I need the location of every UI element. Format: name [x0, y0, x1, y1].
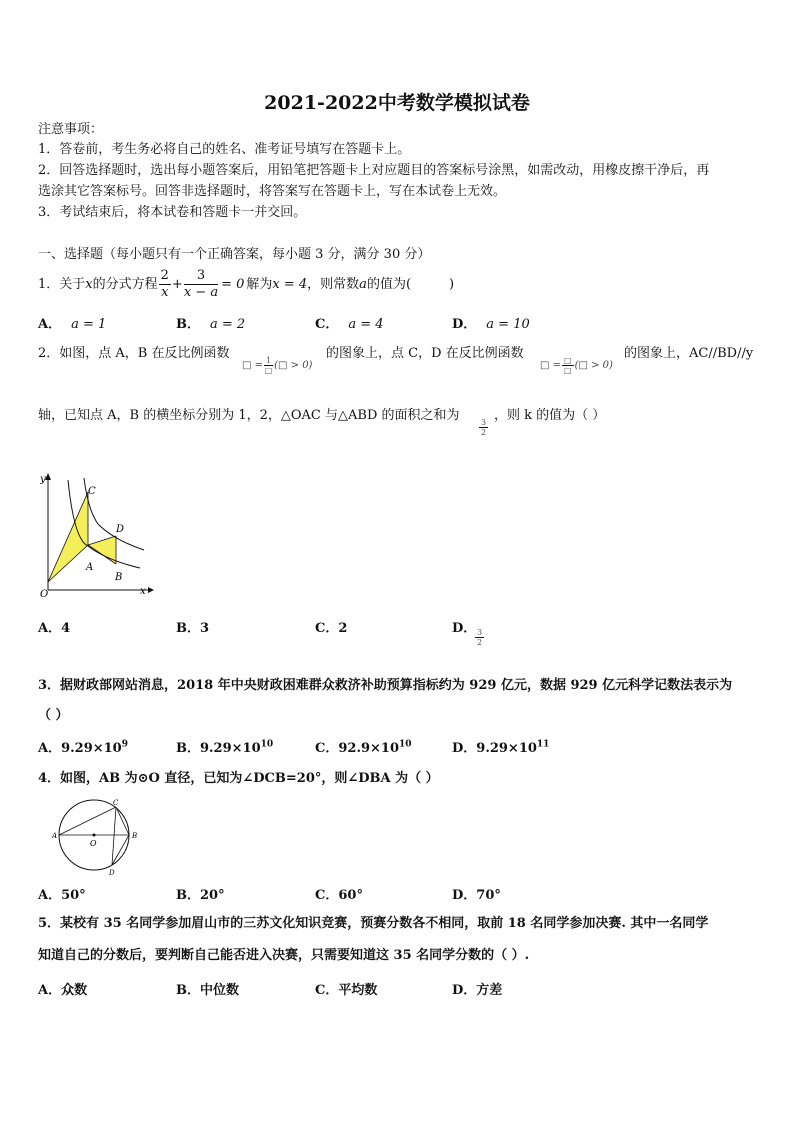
q2-option-b: B．3 — [176, 621, 210, 636]
q5-option-a: A．众数 — [38, 983, 88, 998]
q5-option-b: B．中位数 — [176, 983, 239, 998]
option-text: D．9.29×10 — [452, 741, 537, 756]
option-letter: D． — [452, 317, 477, 332]
option-text: B．9.29×10 — [176, 741, 261, 756]
q1-plus: + — [171, 277, 183, 292]
option-exponent: 10 — [260, 739, 274, 750]
chord-ac — [59, 807, 116, 835]
q4-option-c: C．60° — [315, 888, 363, 903]
y-axis-arrow — [45, 473, 51, 480]
notice-item-2: 2．回答选择题时，选出每小题答案后，用铅笔把答题卡上对应题目的答案标号涂黑，如需改动，用橡皮擦干净后，再 — [38, 163, 710, 178]
q1-var-a: a — [359, 277, 367, 292]
x-axis-arrow — [148, 587, 154, 593]
option-letter: C． — [315, 317, 339, 332]
label-o: O — [40, 589, 49, 600]
q2-option-c: C．2 — [315, 621, 348, 636]
q2-func1-lhs: □ = — [242, 360, 264, 371]
option-letter: A． — [38, 317, 62, 332]
q2-func1-num: 1 — [266, 356, 272, 365]
q1-frac2-num: 3 — [184, 268, 218, 285]
q2-line-2: 轴，已知点 A，B 的横坐标分别为 1，2，△OAC 与△ABD 的面积之和为 — [38, 408, 460, 423]
notice-item-2-cont: 选涂其它答案标号。回答非选择题时，将答案写在答题卡上，写在本试卷上无效。 — [38, 184, 507, 199]
q1-equals: = 0 — [221, 277, 245, 292]
notice-item-1: 1．答卷前，考生务必将自己的姓名、准考证号填写在答题卡上。 — [38, 142, 411, 157]
option-letter: B． — [176, 317, 200, 332]
option-exponent: 9 — [121, 739, 128, 750]
q3-option-d — [452, 737, 549, 756]
q3-option-c — [315, 737, 412, 756]
option-exponent: 10 — [399, 739, 412, 750]
label-d: D — [116, 524, 125, 535]
q4-line: 4．如图，AB 为⊙O 直径，已知为∠DCB=20°，则∠DBA 为（ ） — [38, 771, 439, 786]
option-value: a = 10 — [486, 317, 530, 332]
q1-solution: x = 4 — [272, 277, 308, 292]
q2-line-1b: 的图象上，点 C，D 在反比例函数 — [326, 346, 524, 361]
q4-option-b: B．20° — [176, 888, 225, 903]
q4-option-a: A．50° — [38, 888, 86, 903]
chord-cd — [112, 807, 116, 865]
q1-text-3: 解为 — [246, 277, 273, 292]
chord-bd — [112, 835, 129, 865]
notice-item-3: 3．考试结束后，将本试卷和答题卡一并交回。 — [38, 205, 307, 220]
q3-option-b — [176, 737, 273, 756]
q3-line-1: 3．据财政部网站消息，2018 年中央财政困难群众救济补助预算指标约为 929 亿元，数据 929 亿元科学记数法表示为 — [38, 678, 733, 693]
q1-fraction-1 — [159, 268, 171, 301]
label-c: C — [88, 486, 96, 497]
q4-option-d: D．70° — [452, 888, 501, 903]
page-title: 2021-2022中考数学模拟试卷 — [264, 92, 530, 114]
q2-option-d-fraction — [475, 628, 484, 647]
q2-func1-frac — [264, 356, 273, 375]
q1-option-d — [452, 313, 530, 332]
q5-option-c: C．平均数 — [315, 983, 378, 998]
q2-frac-num: 3 — [481, 418, 487, 427]
option-exponent: 11 — [536, 739, 550, 750]
q1-text-1: 1．关于 — [38, 277, 86, 292]
q1-frac1-num: 2 — [160, 268, 169, 283]
q1-frac2-den: x − a — [183, 285, 219, 300]
q2-func1-den: □ — [264, 366, 273, 375]
q2-func2-num: □ — [564, 356, 572, 365]
q4-figure — [52, 796, 144, 878]
q1-option-a — [38, 313, 106, 332]
q3-line-2: （ ） — [38, 708, 69, 723]
q2-func2-frac — [562, 356, 574, 375]
q1-text-4: ，则常数 — [307, 277, 360, 292]
q2-option-a: A．4 — [38, 621, 71, 636]
q1-option-c — [315, 313, 384, 332]
q5-option-d: D．方差 — [452, 983, 503, 998]
section-heading: 一、选择题（每小题只有一个正确答案，每小题 3 分，满分 30 分） — [38, 247, 431, 262]
q1-text-5: 的值为( — [366, 277, 412, 292]
q2-figure — [40, 470, 160, 600]
option-value: a = 2 — [210, 317, 246, 332]
label-b: B — [132, 832, 138, 840]
q2-fraction — [479, 418, 488, 437]
notice-heading: 注意事项： — [38, 122, 104, 137]
q1-text-6: ) — [449, 277, 455, 292]
q2-func2-lhs: □ = — [540, 360, 562, 371]
label-x: x — [140, 586, 146, 597]
option-value: a = 4 — [348, 317, 384, 332]
q1-text-2: 的分式方程 — [92, 277, 158, 292]
q2-func1-domain: (□ > 0) — [274, 360, 313, 371]
q1-fraction-2 — [184, 268, 218, 301]
label-o: O — [90, 839, 97, 848]
option-text: C．92.9×10 — [315, 741, 399, 756]
q2-func2-domain: (□ > 0) — [574, 360, 613, 371]
question-1 — [38, 268, 454, 301]
chord-cb — [116, 807, 129, 835]
q5-line-1: 5．某校有 35 名同学参加眉山市的三苏文化知识竞赛，预赛分数各不相同，取前 18 名同学参加决赛. 其中一名同学 — [38, 916, 709, 931]
center-point — [93, 834, 96, 837]
q2-function-2 — [540, 356, 613, 375]
q2-d-den: 2 — [477, 638, 483, 647]
label-a: A — [86, 562, 94, 573]
q1-var-x: x — [85, 277, 93, 292]
q2-function-1 — [242, 356, 312, 375]
q2-line-2b: ，则 k 的值为（ ） — [494, 408, 606, 423]
q5-line-2: 知道自己的分数后，要判断自己能否进入决赛，只需要知道这 35 名同学分数的（ ）. — [38, 948, 530, 963]
option-value: a = 1 — [71, 317, 107, 332]
q1-option-b — [176, 313, 245, 332]
label-a: A — [52, 832, 58, 840]
q2-line-1a: 2．如图，点 A，B 在反比例函数 — [38, 346, 230, 361]
option-text: A．9.29×10 — [38, 741, 122, 756]
q2-frac-den: 2 — [481, 428, 487, 437]
label-c: C — [113, 799, 119, 807]
q2-option-d: D． — [452, 621, 477, 636]
q2-d-num: 3 — [477, 628, 483, 637]
label-d: D — [109, 869, 115, 877]
label-y: y — [40, 474, 46, 485]
label-b: B — [115, 572, 123, 583]
q1-frac1-den: x — [161, 285, 169, 300]
q2-line-1c: 的图象上，AC//BD//y — [624, 346, 754, 361]
q3-option-a — [38, 737, 128, 756]
q2-func2-den: □ — [564, 366, 572, 375]
